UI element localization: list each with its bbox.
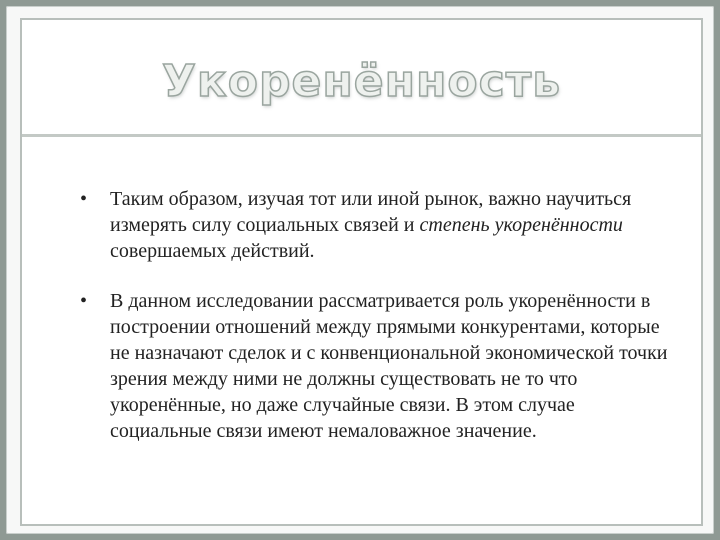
- slide: [20, 18, 703, 526]
- bullet-marker: •: [80, 188, 88, 210]
- slide-frame: [6, 6, 714, 534]
- bullet-list: [80, 186, 680, 468]
- bullet-item-2: [80, 288, 680, 444]
- bullet-item-1: [80, 186, 680, 264]
- bullet-text-2: В данном исследовании рассматривается роль укоренённости в построении отношений между прямыми конкурентами, которые не назначают сделок и с конвенциональной экономической точки зрения между ними не должны существовать не то что укоренённые, но даже случайные связи. В этом случае социальные связи имеют немаловажное значение.: [110, 290, 668, 442]
- bullet-text-1a: Таким образом, изучая тот или иной рынок, важно научиться измерять силу социальных связей и: [110, 188, 632, 236]
- bullet-text-1b: совершаемых действий.: [110, 240, 315, 262]
- slide-title: Укоренённость: [161, 56, 562, 107]
- title-divider: [22, 134, 701, 137]
- bullet-text-1-italic: степень укоренённости: [419, 214, 623, 236]
- bullet-marker: •: [80, 290, 88, 312]
